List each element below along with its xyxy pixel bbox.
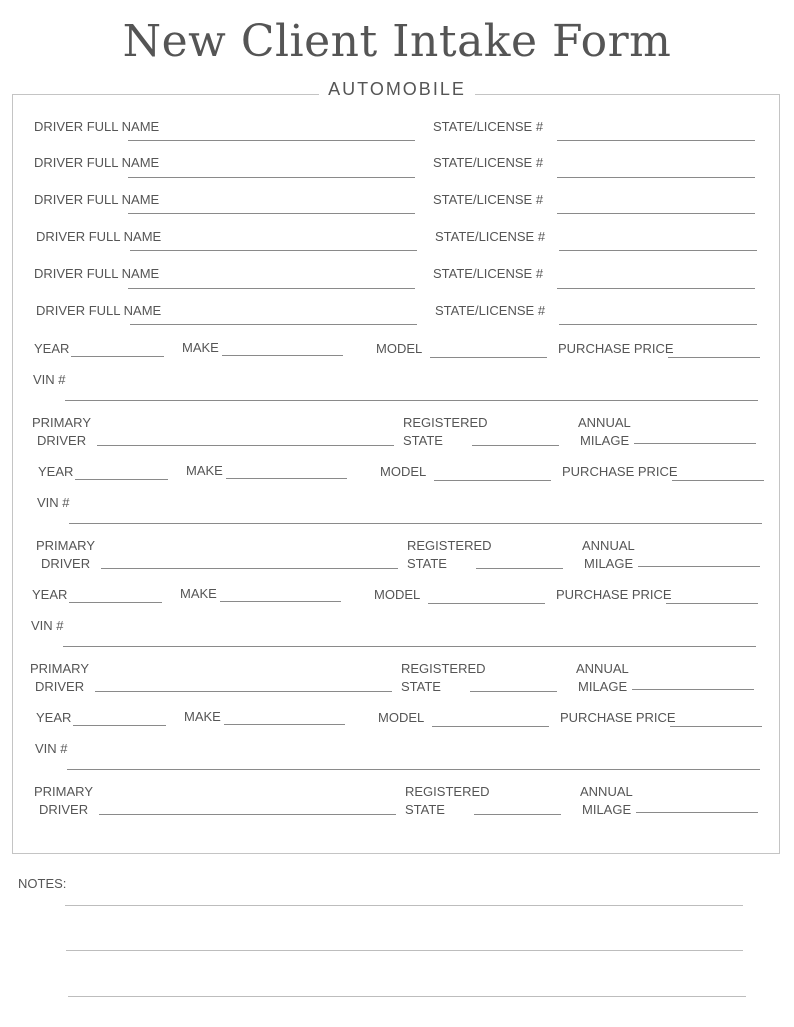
state-license-field[interactable] [557,177,755,178]
registered-label: REGISTERED [403,415,488,430]
driver-name-field[interactable] [130,250,417,251]
make-field[interactable] [224,724,345,725]
make-field[interactable] [222,355,343,356]
milage-label: MILAGE [580,433,630,448]
year-label: YEAR [38,464,74,479]
registered-label: REGISTERED [407,538,492,553]
purchase-price-label: PURCHASE PRICE [562,464,678,479]
make-label: MAKE [184,709,221,724]
annual-label: ANNUAL [580,784,633,799]
annual-milage-field[interactable] [636,812,758,813]
year-label: YEAR [36,710,72,725]
registered-state-field[interactable] [470,691,557,692]
primary-label: PRIMARY [36,538,95,553]
model-field[interactable] [434,480,551,481]
vin-field[interactable] [65,400,758,401]
year-label: YEAR [34,341,70,356]
model-label: MODEL [374,587,421,602]
year-field[interactable] [71,356,164,357]
make-field[interactable] [220,601,341,602]
purchase-price-field[interactable] [666,603,758,604]
make-field[interactable] [226,478,347,479]
notes-line[interactable] [65,905,743,906]
registered-state-field[interactable] [474,814,561,815]
driver-name-field[interactable] [128,140,415,141]
driver-name-field[interactable] [130,324,417,325]
year-label: YEAR [32,587,68,602]
state-license-field[interactable] [559,250,757,251]
annual-label: ANNUAL [578,415,631,430]
vin-field[interactable] [63,646,756,647]
state-label: STATE [401,679,441,694]
purchase-price-field[interactable] [668,357,760,358]
state-license-label: STATE/LICENSE # [435,229,546,244]
driver-name-label: DRIVER FULL NAME [34,119,160,134]
state-label: STATE [405,802,445,817]
driver-name-label: DRIVER FULL NAME [34,192,160,207]
model-field[interactable] [428,603,545,604]
notes-label: NOTES: [18,876,67,891]
state-license-field[interactable] [559,324,757,325]
annual-milage-field[interactable] [638,566,760,567]
registered-state-field[interactable] [476,568,563,569]
milage-label: MILAGE [578,679,628,694]
model-label: MODEL [378,710,425,725]
driver-name-label: DRIVER FULL NAME [34,266,160,281]
driver-name-field[interactable] [128,177,415,178]
make-label: MAKE [182,340,219,355]
state-license-field[interactable] [557,288,755,289]
state-license-field[interactable] [557,213,755,214]
driver-name-label: DRIVER FULL NAME [34,155,160,170]
primary-driver-field[interactable] [101,568,398,569]
year-field[interactable] [69,602,162,603]
state-license-field[interactable] [557,140,755,141]
registered-state-field[interactable] [472,445,559,446]
purchase-price-label: PURCHASE PRICE [558,341,674,356]
purchase-price-field[interactable] [670,726,762,727]
primary-label: PRIMARY [34,784,93,799]
driver-name-label: DRIVER FULL NAME [36,229,162,244]
primary-driver-field[interactable] [97,445,394,446]
model-field[interactable] [432,726,549,727]
model-label: MODEL [376,341,423,356]
vin-field[interactable] [69,523,762,524]
driver-label: DRIVER [35,679,85,694]
form-title: New Client Intake Form [122,16,672,67]
year-field[interactable] [73,725,166,726]
primary-driver-field[interactable] [99,814,396,815]
notes-line[interactable] [66,950,743,951]
milage-label: MILAGE [584,556,634,571]
vin-field[interactable] [67,769,760,770]
state-label: STATE [407,556,447,571]
milage-label: MILAGE [582,802,632,817]
state-label: STATE [403,433,443,448]
make-label: MAKE [186,463,223,478]
driver-name-label: DRIVER FULL NAME [36,303,162,318]
vin-label: VIN # [37,495,70,510]
make-label: MAKE [180,586,217,601]
model-label: MODEL [380,464,427,479]
driver-label: DRIVER [39,802,89,817]
driver-name-field[interactable] [128,288,415,289]
model-field[interactable] [430,357,547,358]
purchase-price-label: PURCHASE PRICE [560,710,676,725]
state-license-label: STATE/LICENSE # [433,192,544,207]
driver-label: DRIVER [37,433,87,448]
purchase-price-label: PURCHASE PRICE [556,587,672,602]
notes-line[interactable] [68,996,746,997]
state-license-label: STATE/LICENSE # [433,155,544,170]
section-title: AUTOMOBILE [0,79,794,100]
vin-label: VIN # [31,618,64,633]
primary-label: PRIMARY [32,415,91,430]
driver-name-field[interactable] [128,213,415,214]
vin-label: VIN # [33,372,66,387]
registered-label: REGISTERED [405,784,490,799]
purchase-price-field[interactable] [672,480,764,481]
annual-label: ANNUAL [582,538,635,553]
vin-label: VIN # [35,741,68,756]
driver-label: DRIVER [41,556,91,571]
state-license-label: STATE/LICENSE # [435,303,546,318]
registered-label: REGISTERED [401,661,486,676]
annual-milage-field[interactable] [632,689,754,690]
primary-label: PRIMARY [30,661,89,676]
year-field[interactable] [75,479,168,480]
primary-driver-field[interactable] [95,691,392,692]
state-license-label: STATE/LICENSE # [433,266,544,281]
state-license-label: STATE/LICENSE # [433,119,544,134]
annual-label: ANNUAL [576,661,629,676]
annual-milage-field[interactable] [634,443,756,444]
